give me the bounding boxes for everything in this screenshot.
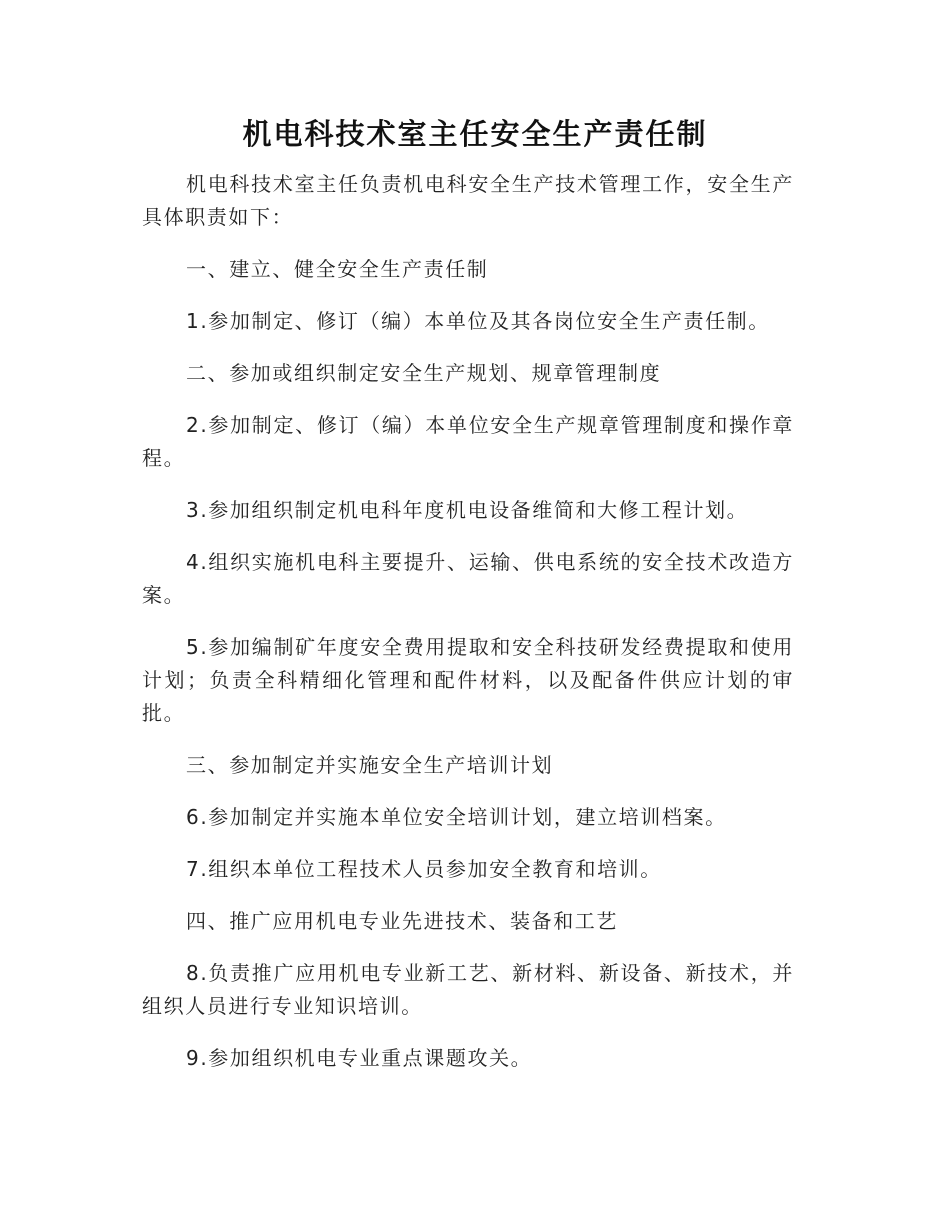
item-9: 9.参加组织机电专业重点课题攻关。 [186, 1046, 533, 1070]
document-body [142, 168, 794, 1094]
item-1: 1.参加制定、修订（编）本单位及其各岗位安全生产责任制。 [186, 309, 770, 333]
section-heading-1: 一、建立、健全安全生产责任制 [186, 257, 489, 281]
item-5: 5.参加编制矿年度安全费用提取和安全科技研发经费提取和使用计划；负责全科精细化管理和配件材料，以及配备件供应计划的审批。 [142, 635, 794, 725]
item-7: 7.组织本单位工程技术人员参加安全教育和培训。 [186, 857, 662, 881]
paragraph-intro: 机电科技术室主任负责机电科安全生产技术管理工作，安全生产具体职责如下： [142, 172, 794, 229]
document-title: 机电科技术室主任安全生产责任制 [242, 117, 708, 151]
item-6: 6.参加制定并实施本单位安全培训计划，建立培训档案。 [186, 805, 727, 829]
section-heading-2: 二、参加或组织制定安全生产规划、规章管理制度 [186, 361, 662, 385]
section-heading-3: 三、参加制定并实施安全生产培训计划 [186, 753, 554, 777]
item-4: 4.组织实施机电科主要提升、运输、供电系统的安全技术改造方案。 [142, 550, 794, 607]
item-2: 2.参加制定、修订（编）本单位安全生产规章管理制度和操作章程。 [142, 413, 794, 470]
item-8: 8.负责推广应用机电专业新工艺、新材料、新设备、新技术，并组织人员进行专业知识培训。 [142, 961, 794, 1018]
section-heading-4: 四、推广应用机电专业先进技术、装备和工艺 [186, 909, 618, 933]
item-3: 3.参加组织制定机电科年度机电设备维简和大修工程计划。 [186, 498, 749, 522]
